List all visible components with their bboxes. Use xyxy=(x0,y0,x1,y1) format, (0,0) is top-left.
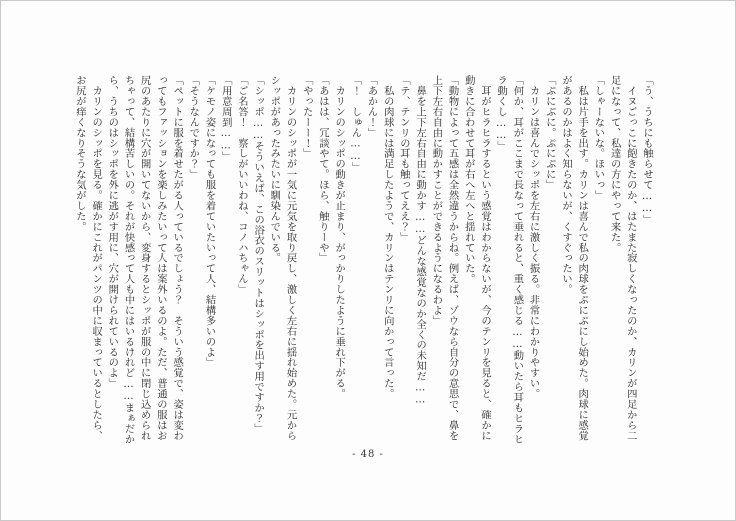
text-line: ちゃって、結構苦しいの。それが快感って人も中にはいるけれど……まぁだか xyxy=(122,75,135,445)
text-line: イヌごっこに飽きたのか、はたまた寂しくなったのか、カリンが四足から二 xyxy=(624,75,637,441)
text-line: カリンのシッポを見る。確かにこれがパンツの中に収まっているとしたら、 xyxy=(90,75,103,441)
text-line: カリンのシッポの動きが止まり、がっかりしたように垂れ下がる。 xyxy=(333,75,346,399)
text-line: 鼻を上下左右自由に動かす……どんな感覚なのか全くの未知だ…… xyxy=(414,75,427,406)
text-line: カリンは喜んでシッポを左右に激しく振る。非常にわかりやすい。 xyxy=(527,75,540,399)
text-line: 「！ しゅん……」 xyxy=(349,75,362,173)
text-line: 「テ、テンリの耳も触ってええ？」 xyxy=(397,75,410,243)
text-line: 「やったーー！」 xyxy=(300,75,313,159)
text-line: 「ペットに服を着せたがる人っているでしょう？ そういう感覚で、姿は変わ xyxy=(171,75,184,441)
text-line: 耳がヒラヒラするという感覚はわからないが、今のテンリを見ると、確かに xyxy=(478,75,491,441)
text-line: 「ケモノ姿になっても服を着ていたいって人、結構多いのよ」 xyxy=(203,75,216,368)
text-line: 「しゃーないな。ほいっ」 xyxy=(592,75,605,201)
text-line: お尻が痒くなりそうな気がした。 xyxy=(73,75,86,232)
text-line: 「そうなんですか？」 xyxy=(187,75,200,180)
text-line: 足になって、私達の方にやって来た。 xyxy=(608,75,621,253)
text-line: 「何か、耳がここまで長なって垂れると、重く感じる……動いたら耳もヒラヒ xyxy=(511,75,524,445)
text-line: 「シッポ……そういえば、この浴衣のスリットはシッポを出す用ですか？」 xyxy=(252,75,265,434)
text-line: 「ぷにぷに。ぷにぷに」 xyxy=(543,75,556,190)
text-line: 「あはは、冗談やて。ほら、触りーや」 xyxy=(316,75,329,264)
text-line: 上下左右自由に動かすことができるようになるわよ」 xyxy=(430,75,443,326)
text-line: 「あかん！」 xyxy=(365,75,378,138)
page-number: - 48 - xyxy=(352,449,384,460)
text-line: 動きに合わせて耳が右へ左へと揺れていた。 xyxy=(462,75,475,284)
text-line: カリンのシッポが一気に元気を取り戻し、激しく左右に揺れ始めた。元から xyxy=(284,75,297,441)
text-line: ら、うちのはシッポを外に逃がす用に、穴が開けられているのよ」 xyxy=(106,75,119,389)
text-line: 「用意周到……」 xyxy=(219,75,232,162)
text-line: シッポがあったみたいに馴染んでいる。 xyxy=(268,75,281,264)
text-line: 私は片手を出す。カリンは喜んで私の肉球をぷにぷにし始めた。肉球に感覚 xyxy=(576,75,589,441)
text-line: 「動物によって五感は全然違うからね。例えば、ゾウなら自分の意思で、鼻を xyxy=(446,75,459,441)
text-line: があるのかはよく知らないが、くすぐったい。 xyxy=(559,75,572,295)
text-line: ラ動くし……」 xyxy=(495,75,508,152)
text-line: ってもファッションを楽しみたいって人は案外いるのよ。ただ、普通の服はお xyxy=(154,75,167,441)
text-line: 尻のあたりに穴が開いてないから、変身するとシッポが服の中に閉じ込められ xyxy=(138,75,151,441)
vertical-text-body xyxy=(72,75,655,447)
text-line: 「ご名答！ 察しがいいわね、コノハちゃん」 xyxy=(235,75,248,295)
text-line: 私の肉球には満足したようで、カリンはテンリに向かって言った。 xyxy=(381,75,394,399)
text-line: 「う、うちにも触らせて……」 xyxy=(641,75,653,225)
